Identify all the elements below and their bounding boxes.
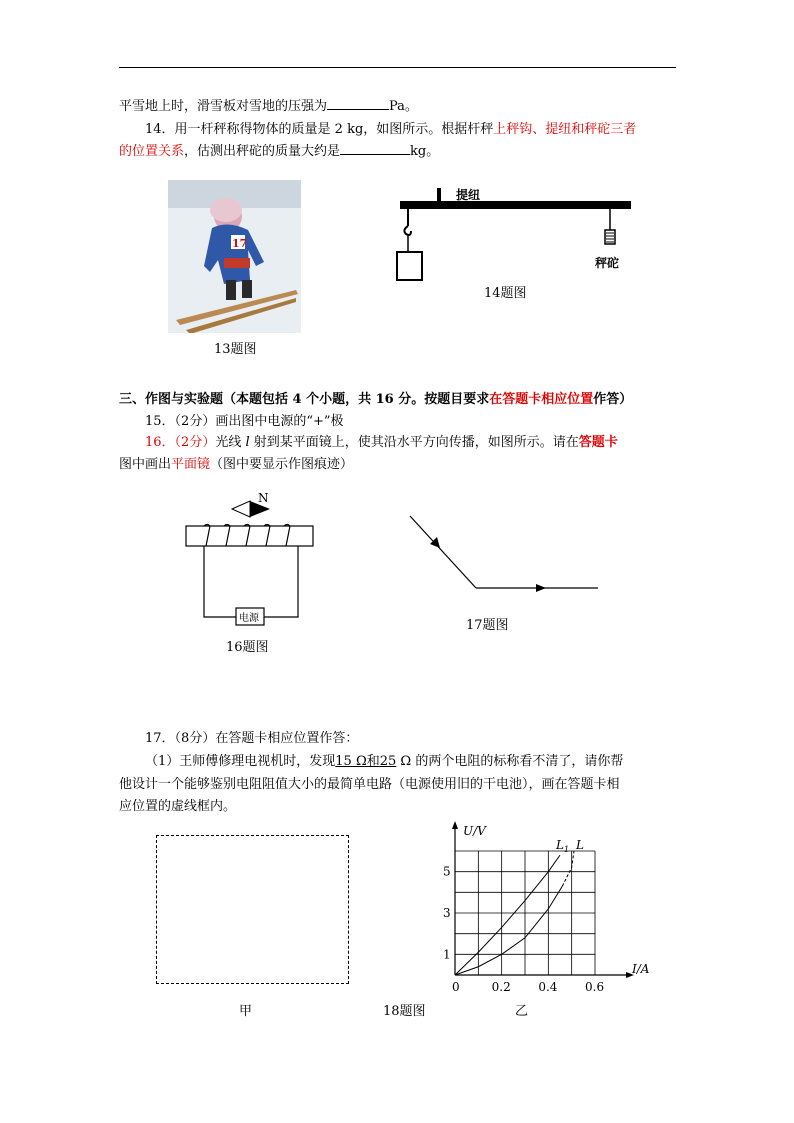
q13-continuation: 平雪地上时，滑雪板对雪地的压强为 Pa。 <box>119 99 418 114</box>
compass-n-label: N <box>258 491 269 505</box>
weighed-object <box>397 252 422 280</box>
fig17-caption: 17题图 <box>466 618 509 633</box>
series-L-line <box>455 886 562 975</box>
q15-text: 15．（2分）画出图中电源的“+”极 <box>145 414 344 429</box>
header-rule <box>119 67 676 68</box>
x-tick-label: 0 <box>452 980 460 994</box>
q17-line2: 他设计一个能够鉴别电阻阻值大小的最简单电路（电源使用旧的干电池），画在答题卡相 <box>119 777 620 792</box>
fig18-caption-jia: 甲 <box>239 1004 253 1019</box>
section3-heading: 三、作图与实验题（本题包括 4 个小题，共 16 分。按题目要求在答题卡相应位置作答） <box>119 392 633 407</box>
fig14-caption: 14题图 <box>484 286 527 301</box>
y-axis-label: U/V <box>463 824 486 838</box>
q16-line2: 图中画出平面镜（图中要显示作图痕迹） <box>119 457 354 472</box>
x-tick-label: 0.6 <box>585 980 605 994</box>
x-tick-label: 0.4 <box>538 980 558 994</box>
bib-number: 17 <box>232 237 248 250</box>
fig13-caption: 13题图 <box>214 342 257 357</box>
reflected-ray-arrow <box>536 584 546 592</box>
q17-line3: 应位置的虚线框内。 <box>119 799 237 814</box>
label-chengtuo: 秤砣 <box>595 256 620 270</box>
y-tick-label: 3 <box>443 906 451 920</box>
q17-head: 17．（8分）在答题卡相应位置作答： <box>145 731 359 746</box>
curve-label-L1: $L_1$ <box>556 838 570 854</box>
y-tick-label: 1 <box>443 947 451 962</box>
fig18-caption-main: 18题图 <box>383 1004 426 1019</box>
light-ray-diagram <box>400 510 610 600</box>
ui-chart <box>430 815 660 995</box>
steelyard-beam <box>400 201 631 209</box>
series-L-dashed <box>562 851 574 886</box>
solenoid-circuit <box>180 490 330 630</box>
skier-photo <box>168 180 301 333</box>
incident-ray <box>410 516 476 588</box>
x-axis-label: I/A <box>632 962 650 976</box>
fig16-caption: 16题图 <box>226 640 269 655</box>
series-L1-line <box>455 855 560 975</box>
power-source-label: 电源 <box>239 613 259 624</box>
q14-line1: 14．用一杆秤称得物体的质量是 2 kg，如图所示。根据杆秤上秤钩、提纽和秤砣三者 <box>145 122 637 137</box>
q16-line1: 16．（2分）光线 l 射到某平面镜上，使其沿水平方向传播，如图所示。请在答题卡 <box>145 435 618 450</box>
steelyard-diagram <box>388 182 644 292</box>
q13-answer-blank[interactable] <box>327 97 389 110</box>
curve-label-L: L <box>576 838 584 852</box>
q14-line2: 的位置关系，估测出秤砣的质量大约是 kg。 <box>119 144 440 159</box>
x-tick-label: 0.2 <box>491 980 511 994</box>
y-axis-arrow <box>452 821 458 829</box>
q14-answer-blank[interactable] <box>340 142 410 155</box>
lifting-cord <box>437 188 441 202</box>
answer-dashed-box[interactable] <box>156 835 349 984</box>
label-tiniu: 提纽 <box>456 188 481 202</box>
q17-line1: （1）王师傅修理电视机时，发现15 Ω和25 Ω 的两个电阻的标称看不清了，请你帮 <box>145 754 624 769</box>
compass-needle <box>232 491 270 517</box>
y-tick-label: 5 <box>443 864 451 879</box>
fig18-caption-yi: 乙 <box>515 1004 529 1019</box>
